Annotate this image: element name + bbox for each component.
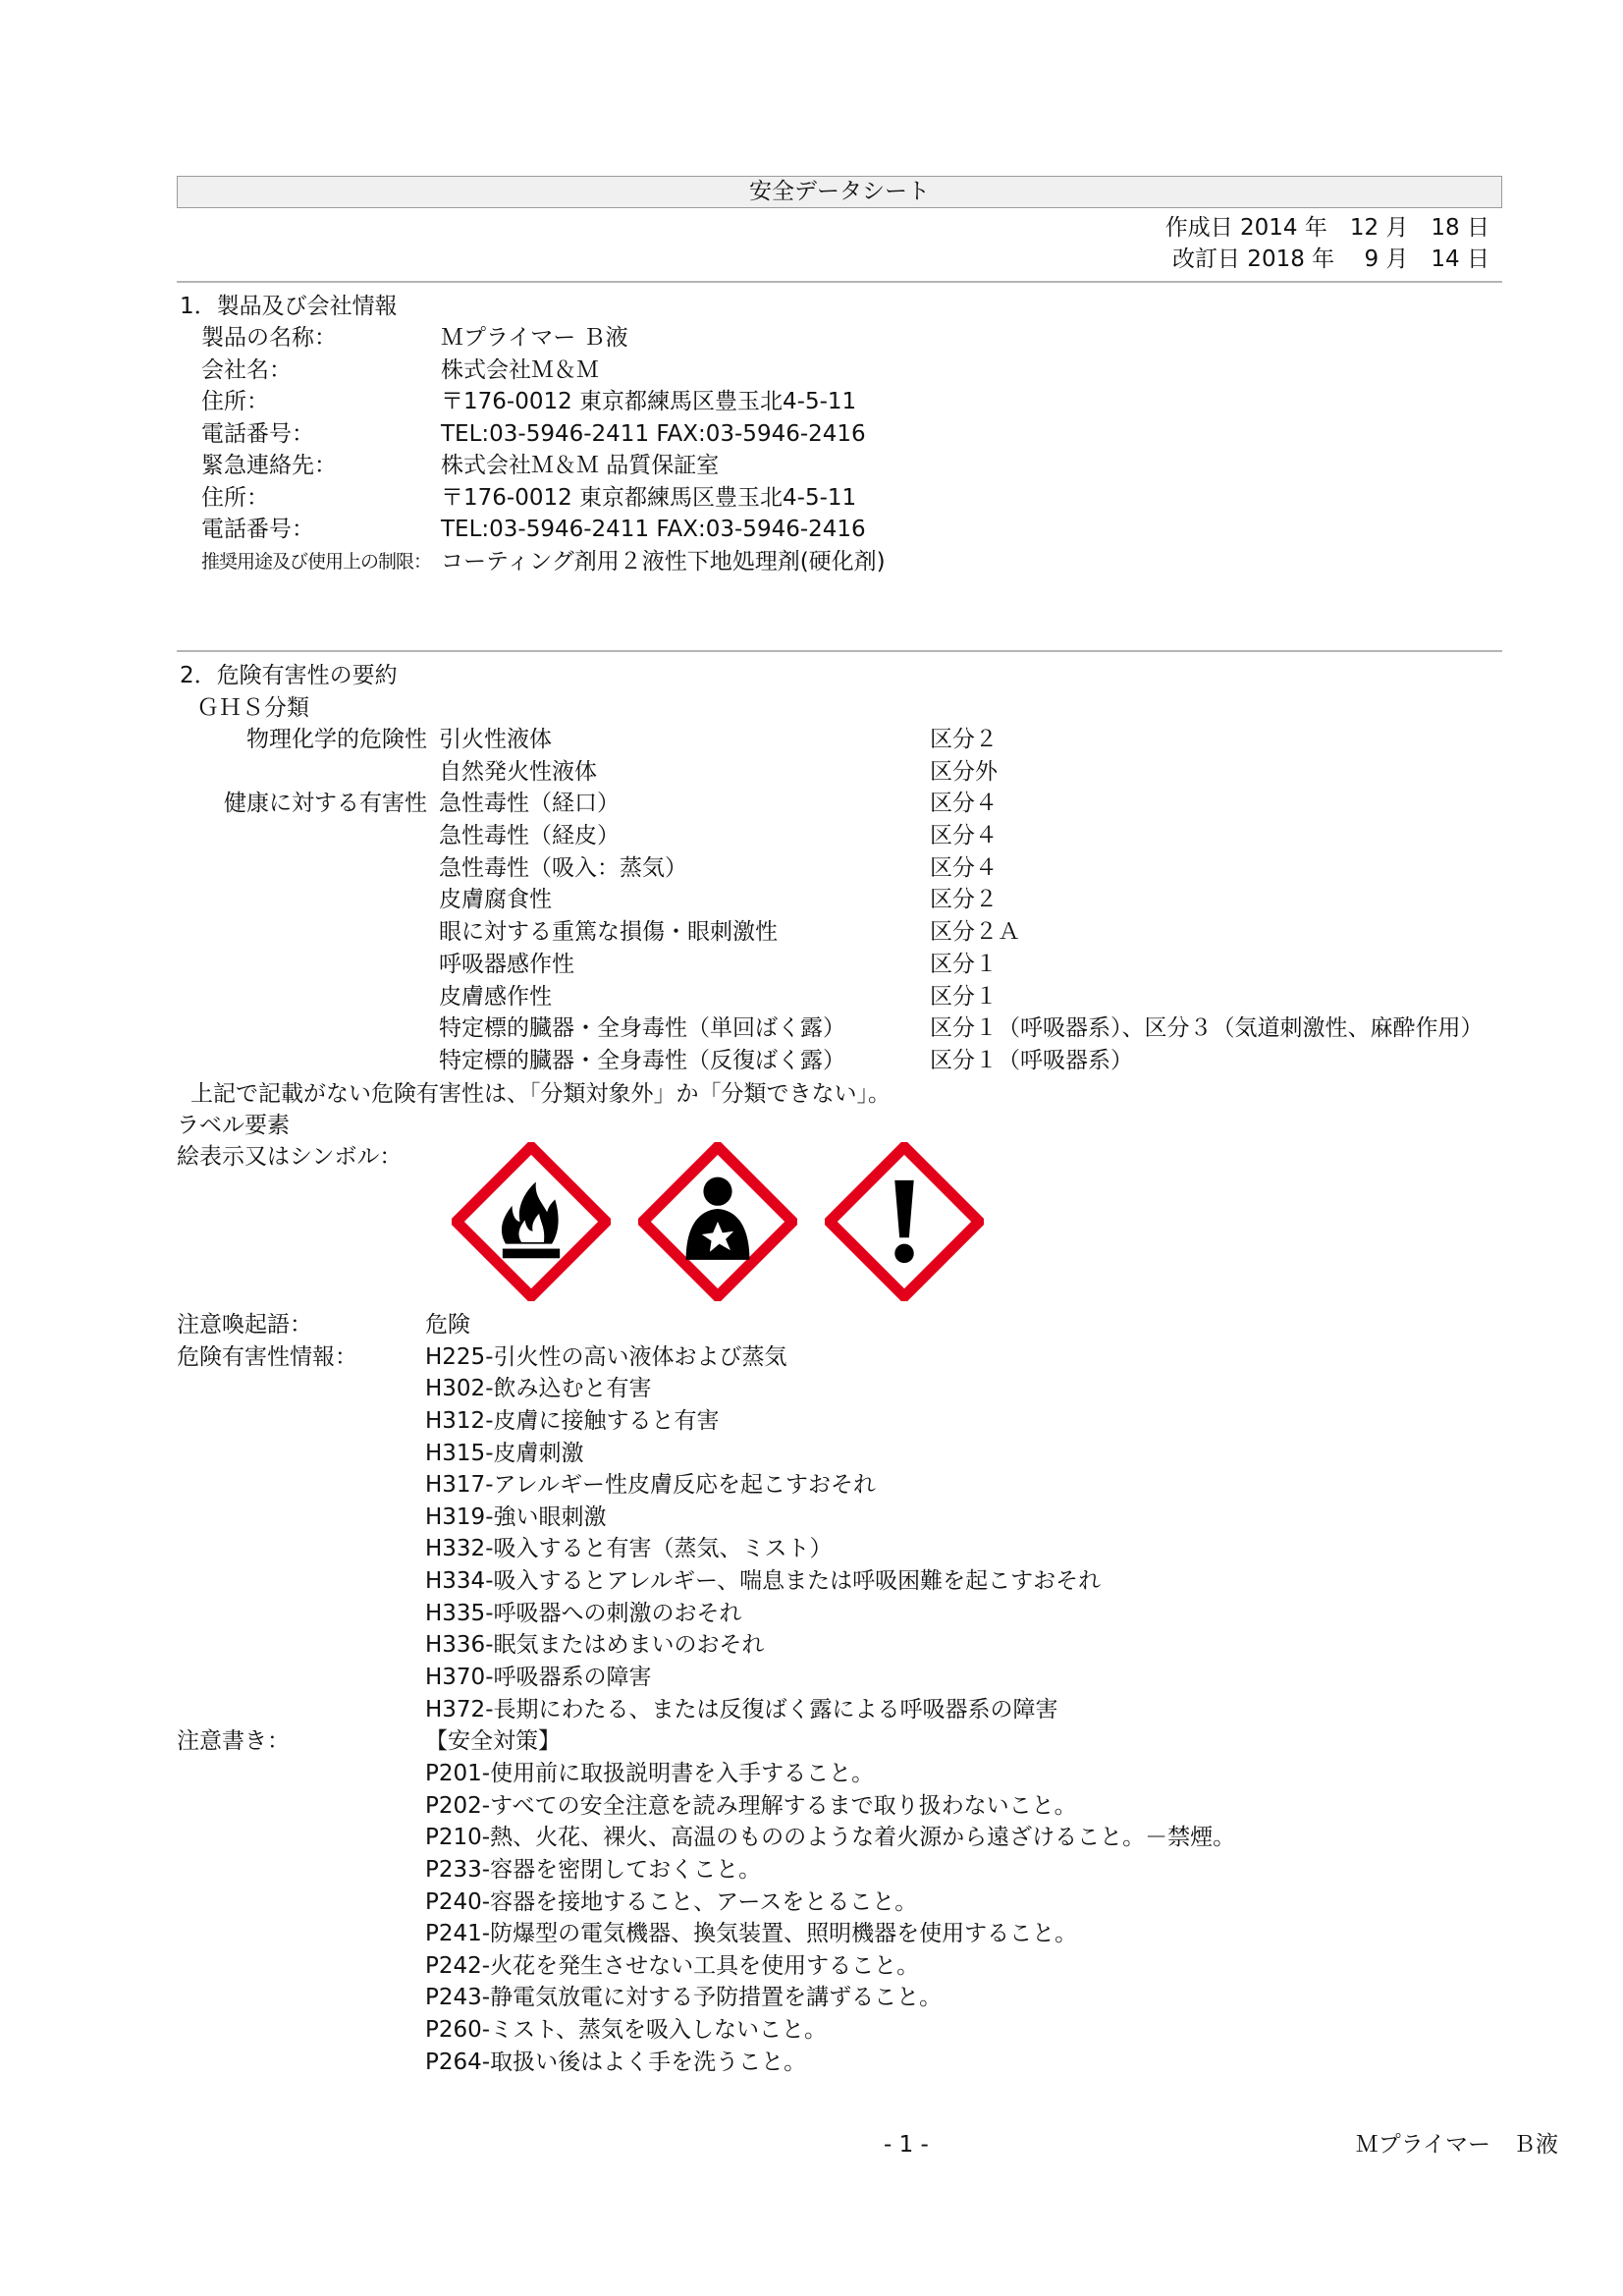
pictogram-heading: 絵表示又はシンボル： — [177, 1144, 403, 1170]
ghs-class: 区分１ — [930, 951, 998, 977]
precaution-label — [177, 1918, 425, 1950]
precaution-text: P260-ミスト、蒸気を吸入しないこと。 — [425, 2017, 827, 2044]
info-value: 〒176-0012 東京都練馬区豊玉北4-5-11 — [441, 389, 857, 414]
health-hazard-icon — [638, 1142, 797, 1301]
ghs-item: 特定標的臓器・全身毒性（反復ばく露） — [439, 1047, 845, 1073]
ghs-group — [177, 852, 427, 885]
hazard-row — [177, 1341, 1235, 1374]
hazard-label — [177, 1405, 425, 1438]
info-row — [201, 514, 886, 546]
hazard-row — [177, 1502, 1235, 1534]
hazard-text: H335-呼吸器への刺激のおそれ — [425, 1600, 742, 1626]
precaution-row — [177, 1886, 1235, 1919]
info-value: Ｍプライマー Ｂ液 — [441, 325, 628, 351]
ghs-group — [177, 1012, 427, 1045]
hazard-text: H319-強い眼刺激 — [425, 1503, 607, 1530]
ghs-row — [177, 820, 1484, 852]
hazard-row — [177, 1598, 1235, 1630]
ghs-item: 急性毒性（経皮） — [439, 823, 620, 849]
hazard-row — [177, 1629, 1235, 1662]
hazard-row — [177, 1438, 1235, 1470]
ghs-item: 自然発火性液体 — [439, 758, 597, 785]
precaution-text: P241-防爆型の電気機器、換気装置、照明機器を使用すること。 — [425, 1921, 1078, 1947]
info-label: 製品の名称： — [201, 325, 337, 351]
hazard-label — [177, 1469, 425, 1502]
hazard-row — [177, 1662, 1235, 1694]
hazard-text: H225-引火性の高い液体および蒸気 — [425, 1343, 787, 1370]
hazard-text: H312-皮膚に接触すると有害 — [425, 1407, 720, 1434]
ghs-pictograms — [452, 1142, 982, 1304]
ghs-item: 皮膚感作性 — [439, 983, 552, 1010]
info-row — [201, 482, 886, 515]
ghs-class: 区分１（呼吸器系） — [930, 1047, 1133, 1073]
ghs-class: 区分２ — [930, 727, 998, 752]
revised-date: 改訂日 2018 年 9 月 14 日 — [1172, 246, 1489, 272]
info-label: 住所： — [201, 484, 269, 511]
flame-icon — [452, 1142, 611, 1301]
info-value: コーティング剤用２液性下地処理剤(硬化剤) — [441, 548, 886, 574]
hazard-label: 注意喚起語： — [177, 1312, 312, 1338]
precaution-row — [177, 1758, 1235, 1790]
precaution-row — [177, 1790, 1235, 1823]
hazard-text: H315-皮膚刺激 — [425, 1440, 584, 1466]
precaution-label: 注意書き： — [177, 1728, 290, 1755]
ghs-class: 区分１ — [930, 983, 998, 1010]
hazard-label — [177, 1438, 425, 1470]
precaution-row — [177, 1725, 1235, 1758]
info-row — [201, 546, 886, 578]
precaution-label — [177, 1950, 425, 1983]
ghs-group — [177, 884, 427, 916]
precaution-text: P201-使用前に取扱説明書を入手すること。 — [425, 1760, 875, 1786]
precaution-row — [177, 1950, 1235, 1983]
hazard-row — [177, 1309, 1235, 1341]
hazard-row — [177, 1373, 1235, 1405]
hazard-text: H302-飲み込むと有害 — [425, 1376, 652, 1402]
ghs-class: 区分４ — [930, 854, 998, 881]
exclamation-icon — [825, 1142, 984, 1301]
hazard-row — [177, 1405, 1235, 1438]
ghs-item: 特定標的臓器・全身毒性（単回ばく露） — [439, 1015, 845, 1042]
ghs-class: 区分４ — [930, 823, 998, 849]
ghs-class: 区分４ — [930, 791, 998, 817]
ghs-item: 引火性液体 — [439, 727, 552, 752]
section1-heading: 1．製品及び会社情報 — [180, 294, 398, 319]
ghs-row — [177, 949, 1484, 981]
precaution-row — [177, 1822, 1235, 1854]
info-value: TEL:03-5946-2411 FAX:03-5946-2416 — [441, 517, 866, 542]
document-title: 安全データシート — [177, 176, 1502, 208]
hazard-text: H336-眠気またはめまいのおそれ — [425, 1632, 765, 1659]
info-row — [201, 418, 886, 451]
info-label: 緊急連絡先： — [201, 453, 337, 478]
hazard-text: H332-吸入すると有害（蒸気、ミスト） — [425, 1536, 833, 1562]
divider — [177, 650, 1502, 652]
ghs-class: 区分２ — [930, 887, 998, 913]
label-elements-heading: ラベル要素 — [177, 1113, 290, 1138]
info-value: TEL:03-5946-2411 FAX:03-5946-2416 — [441, 420, 866, 447]
created-date: 作成日 2014 年 12 月 18 日 — [1164, 215, 1489, 241]
ghs-row — [177, 916, 1484, 949]
ghs-group — [177, 949, 427, 981]
ghs-class: 区分外 — [930, 758, 998, 785]
ghs-item: 急性毒性（経口） — [439, 791, 620, 817]
precaution-text: P202-すべての安全注意を読み理解するまで取り扱わないこと。 — [425, 1792, 1077, 1819]
ghs-class: 区分２Ａ — [930, 919, 1020, 946]
divider — [177, 281, 1502, 283]
hazard-label — [177, 1565, 425, 1598]
info-row — [201, 450, 886, 482]
hazard-text: H370-呼吸器系の障害 — [425, 1665, 652, 1691]
info-row — [201, 386, 886, 418]
precaution-label — [177, 1758, 425, 1790]
info-label: 電話番号： — [201, 420, 314, 447]
ghs-item: 皮膚腐食性 — [439, 887, 552, 913]
info-value: 株式会社Ｍ＆Ｍ 品質保証室 — [441, 453, 720, 478]
ghs-row — [177, 724, 1484, 756]
hazard-statements — [177, 1309, 1235, 2078]
info-value: 株式会社Ｍ＆Ｍ — [441, 356, 599, 383]
ghs-row — [177, 884, 1484, 916]
hazard-label — [177, 1629, 425, 1662]
info-row — [201, 322, 886, 355]
precaution-text: P243-静電気放電に対する予防措置を講ずること。 — [425, 1985, 943, 2011]
hazard-label — [177, 1662, 425, 1694]
section2-heading: 2．危険有害性の要約 — [180, 663, 398, 688]
company-info-table — [201, 322, 886, 577]
info-value: 〒176-0012 東京都練馬区豊玉北4-5-11 — [441, 484, 857, 511]
precaution-row — [177, 2047, 1235, 2079]
ghs-row — [177, 1012, 1484, 1045]
hazard-text: H317-アレルギー性皮膚反応を起こすおそれ — [425, 1472, 876, 1499]
precaution-text: P240-容器を接地すること、アースをとること。 — [425, 1888, 918, 1915]
ghs-row — [177, 981, 1484, 1013]
hazard-text: 危険 — [425, 1312, 470, 1338]
hazard-label — [177, 1373, 425, 1405]
date-block — [1165, 212, 1489, 275]
ghs-item: 呼吸器感作性 — [439, 951, 574, 977]
precaution-row — [177, 1854, 1235, 1886]
ghs-row — [177, 788, 1484, 820]
hazard-label — [177, 1502, 425, 1534]
ghs-group — [177, 916, 427, 949]
ghs-classification-table — [177, 724, 1484, 1077]
hazard-label: 危険有害性情報： — [177, 1343, 357, 1370]
ghs-group — [177, 756, 427, 789]
precaution-label — [177, 2047, 425, 2079]
ghs-row — [177, 756, 1484, 789]
precaution-label — [177, 1790, 425, 1823]
precaution-label — [177, 1886, 425, 1919]
ghs-group: 健康に対する有害性 — [224, 791, 427, 817]
info-label: 会社名： — [201, 356, 292, 383]
ghs-group — [177, 820, 427, 852]
hazard-text: H372-長期にわたる、または反復ばく露による呼吸器系の障害 — [425, 1696, 1058, 1722]
ghs-group: 物理化学的危険性 — [246, 727, 427, 752]
hazard-label — [177, 1694, 425, 1726]
info-label: 電話番号： — [201, 517, 314, 542]
ghs-item: 眼に対する重篤な損傷・眼刺激性 — [439, 919, 778, 946]
hazard-row — [177, 1565, 1235, 1598]
ghs-row — [177, 1045, 1484, 1077]
ghs-item: 急性毒性（吸入：蒸気） — [439, 854, 687, 881]
hazard-label — [177, 1533, 425, 1565]
precaution-text: P242-火花を発生させない工具を使用すること。 — [425, 1952, 920, 1979]
ghs-group — [177, 1045, 427, 1077]
hazard-text: H334-吸入するとアレルギー、喘息または呼吸困難を起こすおそれ — [425, 1568, 1102, 1595]
ghs-title: ＧＨＳ分類 — [196, 695, 309, 721]
precaution-text: P233-容器を密閉しておくこと。 — [425, 1856, 762, 1883]
hazard-row — [177, 1533, 1235, 1565]
info-row — [201, 355, 886, 387]
ghs-group — [177, 981, 427, 1013]
precaution-row — [177, 1918, 1235, 1950]
precaution-label — [177, 1982, 425, 2014]
ghs-row — [177, 852, 1484, 885]
precaution-text: P210-熱、火花、裸火、高温のもののような着火源から遠ざけること。－禁煙。 — [425, 1825, 1236, 1851]
precaution-label — [177, 1854, 425, 1886]
precaution-text: P264-取扱い後はよく手を洗うこと。 — [425, 2049, 807, 2075]
info-label: 住所： — [201, 389, 269, 414]
page-number: - 1 - — [884, 2132, 929, 2158]
precaution-text: 【安全対策】 — [425, 1728, 561, 1755]
precaution-label — [177, 2014, 425, 2047]
hazard-label — [177, 1598, 425, 1630]
hazard-row — [177, 1694, 1235, 1726]
footer-product-name: Ｍプライマー Ｂ液 — [1355, 2132, 1558, 2158]
info-label: 推奨用途及び使用上の制限： — [201, 550, 432, 573]
precaution-row — [177, 2014, 1235, 2047]
precaution-label — [177, 1822, 425, 1854]
hazard-row — [177, 1469, 1235, 1502]
precaution-row — [177, 1982, 1235, 2014]
ghs-class: 区分１（呼吸器系）、区分３（気道刺激性、麻酔作用） — [930, 1015, 1484, 1042]
classification-note: 上記で記載がない危険有害性は、「分類対象外」か「分類できない」。 — [190, 1081, 891, 1107]
